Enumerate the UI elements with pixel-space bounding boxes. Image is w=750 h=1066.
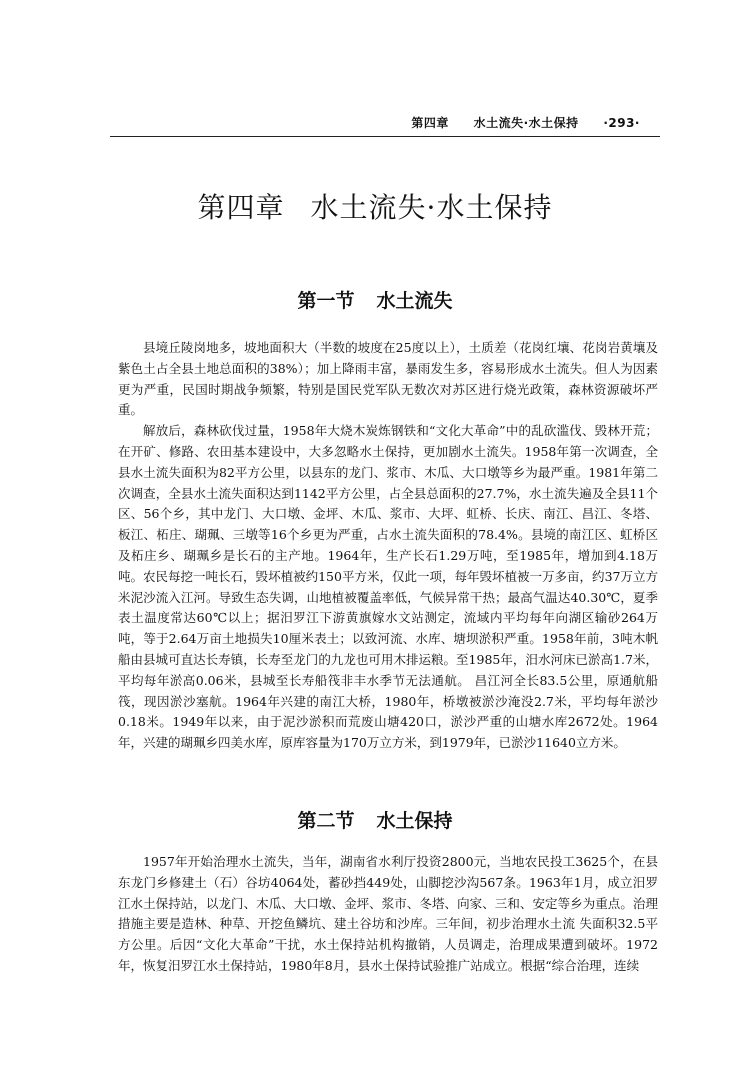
running-head-title: 水土流失·水土保持 [473, 116, 579, 130]
section-1-body [118, 338, 658, 754]
section-1-name: 水土流失 [376, 290, 453, 312]
section-1-label: 第一节 [297, 290, 355, 312]
paragraph: 解放后，森林砍伐过量，1958年大烧木炭炼钢铁和“文化大革命”中的乱砍滥伐、毁林开荒；在开矿、修路、农田基本建设中，大多忽略水土保持，更加剧水土流失。1958年第一次调查，全县水土流失面积为82平方公里，以县东的龙门、浆市、木瓜、大口墩等乡为最严重。1981年第二次调查，全县水土流失面积达到1142平方公里，占全县总面积的27.7%，水土流失遍及全县11个区、56个乡，其中龙门、大口墩、金坪、木瓜、浆市、大坪、虹桥、长庆、南江、昌江、冬塔、板江、柘庄、瑚珮、三墩等16个乡更为严重，占水土流失面积的78.4%。县境的南江区、虹桥区及柘庄乡、瑚珮乡是长石的主产地。1964年，生产长石1.29万吨，至1985年，增加到4.18万吨。农民每挖一吨长石，毁坏植被约150平方米，仅此一项，每年毁坏植被一万多亩，约37万立方米泥沙流入江河。导致生态失调，山地植被覆盖率低，气候异常干热；最高气温达40.30℃，夏季表土温度常达60℃以上；据汨罗江下游黄旗嫁水文站测定，流域内平均每年向湖区输砂264万吨，等于2.64万亩土地损失10厘米表土；以致河流、水库、塘坝淤积严重。1958年前，3吨木帆船由县城可直达长寿镇，长寿至龙门的九龙也可用木排运粮。至1985年，汨水河床已淤高1.7米，平均每年淤高0.06米，县城至长寿船筏非丰水季节无法通航。 昌江河全长83.5公里，原通航船筏，现因淤沙塞航。1964年兴建的南江大桥，1980年，桥墩被淤沙淹没2.7米，平均每年淤沙0.18米。1949年以来，由于泥沙淤积而荒废山塘420口，淤沙严重的山塘水库2672处。1964年，兴建的瑚珮乡四美水库，原库容量为170万立方米，到1979年，已淤沙11640立方米。 [118, 423, 658, 751]
chapter-name: 水土流失·水土保持 [310, 191, 553, 224]
chapter-title [0, 186, 750, 226]
paragraph: 1957年开始治理水土流失，当年，湖南省水利厅投资2800元，当地农民投工3625个，在县东龙门乡修建土（石）谷坊4064处，蓄砂挡449处，山脚挖沙沟567条。1963年1月，成立汨罗江水土保持站，以龙门、木瓜、大口墩、金坪、浆市、冬塔、向家、三和、安定等乡为重点。治理措施主要是造林、种草、开挖鱼鳞坑、建土谷坊和沙库。三年间，初步治理水土流 失面积32.5平方公里。后因“文化大革命”干扰，水土保持站机构撤销，人员调走，治理成果遭到破坏。1972年，恢复汨罗江水土保持站，1980年8月，县水土保持试验推广站成立。根据“综合治理，连续 [118, 854, 658, 973]
section-2-title [0, 806, 750, 833]
section-1-title [0, 286, 750, 313]
section-2-label: 第二节 [297, 810, 355, 832]
running-head [411, 114, 640, 131]
chapter-label: 第四章 [197, 191, 285, 224]
paragraph: 县境丘陵岗地多，坡地面积大（半数的坡度在25度以上），土质差（花岗红壤、花岗岩黄壤及紫色土占全县土地总面积的38%）；加上降雨丰富，暴雨发生多，容易形成水土流失。但人为因素更为严重，民国时期战争频繁，特别是国民党军队无数次对苏区进行烧光政策，森林资源破坏严重。 [118, 340, 658, 418]
section-2-name: 水土保持 [376, 810, 453, 832]
section-2-body [118, 852, 658, 977]
header-rule [110, 136, 660, 137]
page-number: ·293· [603, 116, 640, 130]
running-head-chapter: 第四章 [411, 116, 449, 130]
